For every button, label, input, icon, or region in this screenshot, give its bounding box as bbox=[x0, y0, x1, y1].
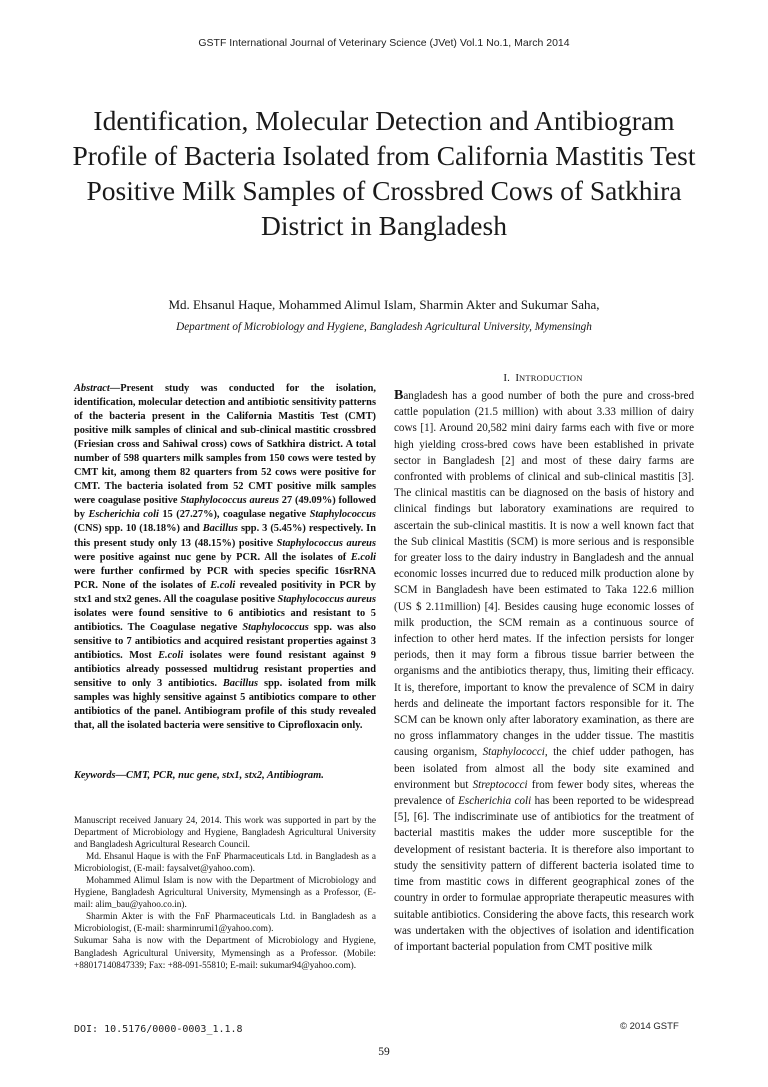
intro-text: has been reported to be widespread [5], [6]. The indiscriminate use of antibiotics for the treatment of bacterial mastitis makes the udder more susceptible for the development of resistant bacteria. It is therefore also important to study the sensitivity pattern of different bacteria isolated time to time from mastitic cows in different geographical zones of the country in order to formulae appropriate therapeutic measures with suitable antibiotics. Considering the above facts, this research work was undertaken with the objectives of isolation and identification of important bacterial population from CMT positive milk bbox=[394, 795, 694, 953]
species-name: Staphylococcus bbox=[242, 621, 309, 633]
drop-cap: B bbox=[394, 388, 404, 403]
section-number: I. bbox=[503, 372, 510, 384]
section-title: NTRODUCTION bbox=[519, 373, 583, 383]
section-initial: I bbox=[515, 372, 519, 384]
page-number: 59 bbox=[378, 1046, 390, 1058]
species-name: E.coli bbox=[210, 579, 236, 591]
species-name: E.coli bbox=[350, 551, 376, 563]
paper-title: Identification, Molecular Detection and Antibiogram Profile of Bacteria Isolated from California Mastitis Test Positive Milk Samples of Crossbred Cows of Satkhira District in Bangladesh bbox=[72, 105, 696, 241]
abstract-text: isolates were found sensitive to 6 antibiotics and resistant to 5 antibiotics. The Coagulase negative bbox=[74, 607, 376, 633]
footnote-author2: Mohammed Alimul Islam is now with the Department of Microbiology and Hygiene, Bangladesh Agricultural University, Mymensingh as a Professor, (E-mail: alim_bau@yahoo.co.in). bbox=[74, 876, 376, 911]
species-name: Staphylococcus aureus bbox=[180, 495, 279, 507]
footnote-author4: Sukumar Saha is now with the Department of Microbiology and Hygiene, Bangladesh Agricultural University, Mymensingh as a Professor. (Mobile: +88017140847339; Fax: +88-091-55810; E-mail: sukumar94@yahoo.com). bbox=[74, 936, 376, 971]
species-name: E.coli bbox=[158, 649, 184, 661]
affiliation: Department of Microbiology and Hygiene, Bangladesh Agricultural University, Mymensingh bbox=[176, 321, 592, 333]
abstract-text: spp. was also sensitive to 7 antibiotics and acquired resistant properties against 3 antibiotics. Most bbox=[74, 621, 376, 661]
abstract-label: Abstract bbox=[74, 383, 110, 394]
copyright: © 2014 GSTF bbox=[620, 1021, 679, 1032]
species-name: Staphylococcus aureus bbox=[277, 593, 376, 605]
abstract-text: revealed positivity in PCR by stx1 and stx2 genes. All the coagulase positive bbox=[74, 579, 376, 605]
footnote bbox=[74, 815, 376, 972]
abstract-text: spp. 3 (5.45%) respectively. In this present study only 13 (48.15%) positive bbox=[74, 523, 377, 549]
footnote-author1: Md. Ehsanul Haque is with the FnF Pharmaceuticals Ltd. in Bangladesh as a Microbiologist, (E-mail: faysalvet@yahoo.com). bbox=[74, 852, 376, 875]
species-name: Staphylococci bbox=[482, 746, 545, 759]
species-name: Escherichia coli bbox=[458, 795, 532, 808]
species-name: Staphylococcus aureus bbox=[276, 537, 377, 549]
species-name: Escherichia coli bbox=[88, 509, 159, 521]
abstract-text: 27 (49.09%) followed by bbox=[74, 495, 376, 521]
intro-text: , the chief udder pathogen, has been isolated from almost all the body site examined and environment but bbox=[394, 746, 695, 791]
species-name: Bacillus bbox=[222, 677, 259, 689]
doi: DOI: 10.5176/0000-0003_1.1.8 bbox=[74, 1024, 243, 1035]
footnote-manuscript: Manuscript received January 24, 2014. This work was supported in part by the Department of Microbiology and Hygiene, Bangladesh Agricultural University and Bangladesh Agricultural Research Council. bbox=[74, 816, 376, 851]
abstract-text: were positive against nuc gene by PCR. All the isolates of bbox=[74, 551, 351, 563]
abstract-text: (CNS) spp. 10 (18.18%) and bbox=[74, 523, 203, 535]
abstract bbox=[74, 382, 376, 733]
species-name: Staphylococcus bbox=[309, 509, 376, 521]
abstract-text: spp. isolated from milk samples was highly sensitive against 5 antibiotics compare to other antibiotics of the panel. Antibiogram profile of this study revealed that, all the isolated bacteria were sensitive to Ciprofloxacin only. bbox=[74, 677, 377, 732]
species-name: Bacillus bbox=[202, 523, 238, 535]
journal-header: GSTF International Journal of Veterinary Science (JVet) Vol.1 No.1, March 2014 bbox=[198, 37, 570, 49]
intro-text: from fewer body sites, whereas the prevalence of bbox=[394, 778, 694, 808]
species-name: Streptococci bbox=[472, 778, 528, 791]
abstract-text: were further confirmed by PCR with species specific 16srRNA PCR. None of the isolates of bbox=[74, 565, 376, 591]
intro-text: angladesh has a good number of both the pure and cross-bred cattle population (21.5 million) with about 3.33 million of dairy cows [1]. Around 20,582 mini dairy farms each with five or more high yielding cross-bred cows have been established in private sector in Bangladesh [2] and most of these dairy farms are confronted with problems of clinical and sub-clinical mastitis [3]. The clinical mastitis can be diagnosed on the basis of history and clinical findings but laboratory examinations are required to ascertain the sub-clinical mastitis. It is now a well known fact that the Sub clinical Mastitis (SCM) is more serious and is responsible for greater loss to the dairy industry in Bangladesh and the annual economic losses incurred due to reduced milk production alone by SCM in Bangladesh have been estimated to Taka 122.6 million (US $ 2.11million) [4]. Besides causing huge economic losses of milk production, the SCM remain as a continuous source of infection to other herd mates. If the infection persists for longer periods, then it may form a fibrous tissue barrier between the organisms and the antibiotics therapy, thus, limiting their efficacy. It is, therefore, important to know the prevalence of SCM in dairy herds and delineate the important factors responsible for it. The SCM can be known only after laboratory examination, as there are no gross inflammatory changes in the udder tissue. The mastitis causing organism, bbox=[394, 390, 694, 759]
abstract-text: 15 (27.27%), coagulase negative bbox=[158, 509, 310, 521]
footnote-author3: Sharmin Akter is with the FnF Pharmaceuticals Ltd. in Bangladesh as a Microbiologist, (E-mail: sharminrumi1@yahoo.com). bbox=[74, 912, 376, 935]
abstract-text: isolates were found resistant against 9 antibiotics already possessed multidrug resistant properties and sensitive to only 3 antibiotics. bbox=[74, 649, 376, 689]
author-list: Md. Ehsanul Haque, Mohammed Alimul Islam, Sharmin Akter and Sukumar Saha, bbox=[168, 297, 600, 312]
abstract-text: —Present study was conducted for the isolation, identification, molecular detection and antibiotic sensitivity patterns of the bacteria present in the California Mastitis Test (CMT) positive milk samples of clinical and sub-clinical mastitic crossbred (Friesian cross and Sahiwal cross) cows of Satkhira district. A total number of 598 quarters milk samples from 150 cows were tested by CMT kit, among them 82 quarters from 52 cows were positive for CMT. The bacteria isolated from 52 CMT positive milk samples were coagulase positive bbox=[74, 383, 376, 507]
section-heading bbox=[392, 372, 694, 384]
introduction-text bbox=[394, 388, 694, 955]
keywords: Keywords—CMT, PCR, nuc gene, stx1, stx2, Antibiogram. bbox=[74, 770, 324, 781]
